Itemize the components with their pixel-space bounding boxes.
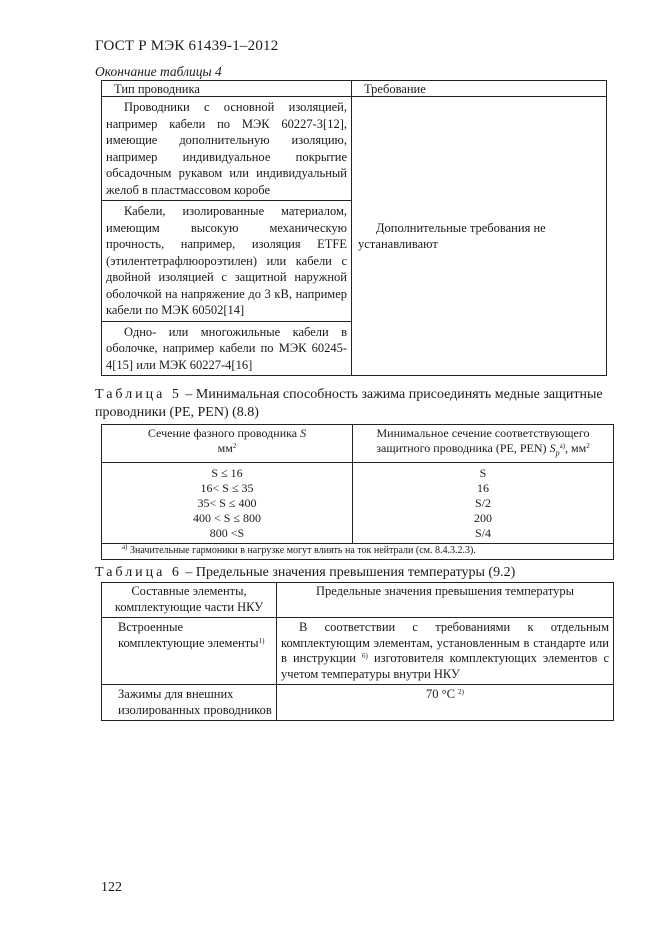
table5-col1-var: S (300, 426, 307, 440)
table5-footnote-cell (102, 544, 614, 560)
table5-col2-note-ref: a) (559, 441, 566, 450)
table5-protective-value: 16 (477, 481, 489, 496)
table4 (101, 80, 607, 376)
table6-row1-component-text: Встроенные комплектующие элементы (118, 620, 259, 650)
table5 (101, 424, 614, 560)
table4-row3-conductor: Одно- или многожильные кабели в оболочке, например кабели по МЭК 60245-4[15] или МЭК 60227-4[16] (102, 321, 352, 376)
table6-caption-text: – Предельные значения превышения температуры (9.2) (185, 565, 516, 580)
table4-requirement: Дополнительные требования не устанавливают (358, 220, 546, 251)
table5-col2-unit: , мм (565, 440, 587, 455)
table5-phase-value: S ≤ 16 (211, 466, 243, 481)
table5-phase-value: 800 <S (209, 526, 245, 541)
document-header: ГОСТ Р МЭК 61439-1–2012 (95, 38, 279, 54)
table5-col1-header (102, 425, 353, 463)
table5-protective-cell (353, 463, 614, 544)
table5-phase-cell (102, 463, 353, 544)
table4-row1-conductor: Проводники с основной изоляцией, например кабели по МЭК 60227-3[12], имеющие дополнительную изоляцию, например индивидуальное покрытие обсадочным рукавом или индивидуальный желоб в пластмассовом коробе (102, 97, 352, 201)
table5-col1-unit: мм (217, 440, 233, 455)
page-number: 122 (101, 880, 122, 895)
table6-row1-limit-text-b: изготовителя комплектующих элементов с учетом температуры внутри НКУ (281, 651, 610, 681)
table4-caption: Окончание таблицы 4 (95, 64, 222, 79)
table5-caption (95, 386, 615, 422)
table5-protective-value: 200 (474, 511, 492, 526)
table4-col2-header: Требование (352, 81, 607, 97)
table5-col2-header (353, 425, 614, 463)
table4-requirement-cell (352, 97, 607, 376)
table5-col1-unit-sup: 2 (232, 441, 237, 450)
table5-caption-text: – Минимальная способность зажима присоединять медные защитные проводники (PE, PEN) (8.8) (95, 387, 603, 420)
table5-col2-unit-sup: 2 (586, 441, 590, 450)
table6-caption (95, 565, 515, 581)
table5-phase-value: 16< S ≤ 35 (200, 481, 254, 496)
table6-row2-limit-value: 70 °C (426, 687, 455, 701)
table5-col2-sub: p (555, 447, 560, 457)
table6-row1-limit-text-a: В соответствии с требованиями к отдельным комплектующим элементам, установленным в стандарте или в инструкции (281, 620, 609, 665)
table5-phase-value: 400 < S ≤ 800 (192, 511, 262, 526)
table6-col2-header: Предельные значения превышения температуры (277, 583, 614, 618)
table5-phase-value: 35< S ≤ 400 (197, 496, 257, 511)
table5-footnote-ref: a) (122, 543, 128, 552)
table5-caption-label: Таблица 5 (95, 387, 182, 402)
table5-footnote: Значительные гармоники в нагрузке могут влиять на ток нейтрали (см. 8.4.3.2.3). (129, 545, 476, 557)
table4-col1-header: Тип проводника (102, 81, 352, 97)
table6-col1-header: Составные элементы, комплектующие части НКУ (102, 583, 277, 618)
table6-row1-limit-sup: 6) (362, 652, 368, 660)
table6-row1-component (102, 618, 277, 685)
table6-caption-label: Таблица 6 (95, 565, 182, 580)
table6-row2-limit-sup: 2) (458, 688, 464, 696)
table6-row1-component-sup: 1) (258, 636, 265, 645)
table5-col1-header-text: Сечение фазного проводника (147, 426, 298, 440)
table5-col2-header-text: Минимальное сечение соответствующего защитного проводника (PE, PEN) (376, 426, 590, 455)
table4-row2-conductor: Кабели, изолированные материалом, имеющим высокую механическую прочность, например, изоляция ETFE (этилентетрафлюороэтилен) или кабели с двойной изоляцией с защитной наружной оболочкой на напряжение до 3 кВ, например кабели по МЭК 60502[14] (102, 201, 352, 322)
table6 (101, 582, 614, 721)
table6-row2-component: Зажимы для внешних изолированных проводников (102, 685, 277, 721)
table5-protective-value: S/2 (474, 496, 491, 511)
table6-row1-limit (277, 618, 614, 685)
table5-protective-value: S (479, 466, 487, 481)
table5-protective-value: S/4 (474, 526, 491, 541)
table5-col2-var: S (549, 440, 556, 455)
table6-row2-limit (277, 685, 614, 721)
